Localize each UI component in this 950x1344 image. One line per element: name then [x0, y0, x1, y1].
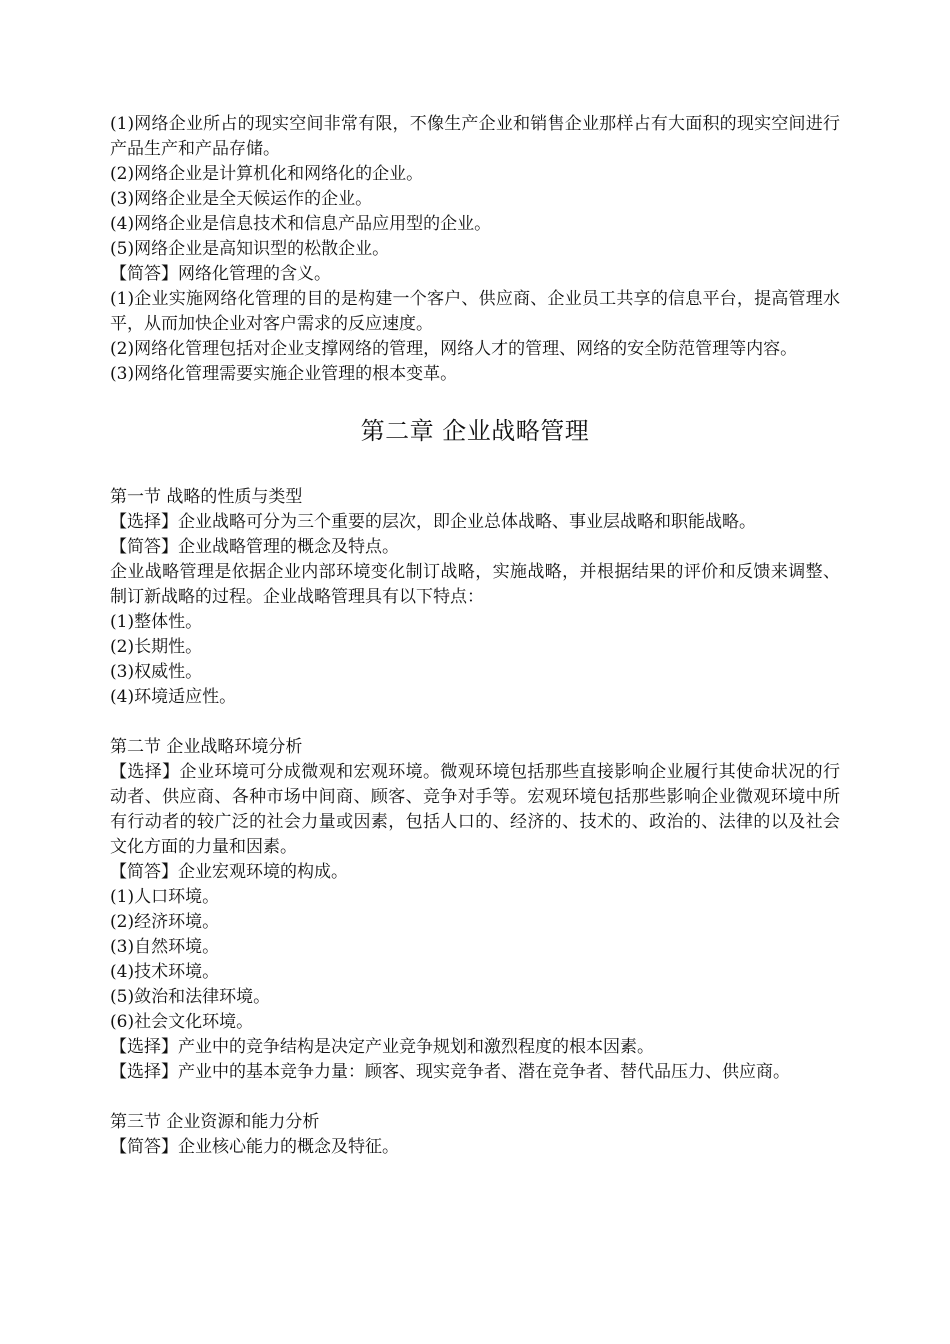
section-1-list-item: (3)权威性。: [110, 662, 203, 682]
chapter-title: 第二章 企业战略管理: [360, 417, 590, 445]
section-2-choice-2: 【选择】产业中的竞争结构是决定产业竞争规划和激烈程度的根本因素。: [110, 1037, 654, 1057]
answer-item-2: (2)网络化管理包括对企业支撑网络的管理，网络人才的管理、网络的安全防范管理等内容。: [110, 339, 798, 359]
section-1-list-item: (1)整体性。: [110, 612, 203, 632]
section-2-list-item: (1)人口环境。: [110, 887, 220, 907]
answer-item-1: (1)企业实施网络化管理的目的是构建一个客户、供应商、企业员工共享的信息平台，提高管理水平，从而加快企业对客户需求的反应速度。: [110, 289, 840, 334]
short-answer-question: 【简答】网络化管理的含义。: [110, 264, 331, 284]
section-1-description: 企业战略管理是依据企业内部环境变化制订战略，实施战略，并根据结果的评价和反馈来调整、制订新战略的过程。企业战略管理具有以下特点：: [110, 562, 840, 607]
section-2-list-item: (2)经济环境。: [110, 912, 220, 932]
section-2-list-item: (4)技术环境。: [110, 962, 220, 982]
section-2-choice-3: 【选择】产业中的基本竞争力量：顾客、现实竞争者、潜在竞争者、替代品压力、供应商。: [110, 1062, 790, 1082]
section-2-list-item: (6)社会文化环境。: [110, 1012, 254, 1032]
intro-item-2: (2)网络企业是计算机化和网络化的企业。: [110, 164, 424, 184]
section-1-list-item: (4)环境适应性。: [110, 687, 237, 707]
intro-item-5: (5)网络企业是高知识型的松散企业。: [110, 239, 390, 259]
section-2-heading: 第二节 企业战略环境分析: [110, 737, 303, 757]
section-2-short-answer: 【简答】企业宏观环境的构成。: [110, 862, 348, 882]
section-1-choice: 【选择】企业战略可分为三个重要的层次，即企业总体战略、事业层战略和职能战略。: [110, 512, 756, 532]
section-3-heading: 第三节 企业资源和能力分析: [110, 1112, 320, 1132]
section-spacer: [110, 1085, 840, 1110]
section-1-heading: 第一节 战略的性质与类型: [110, 487, 303, 507]
section-1-short-answer: 【简答】企业战略管理的概念及特点。: [110, 537, 399, 557]
section-3-short-answer: 【简答】企业核心能力的概念及特征。: [110, 1137, 399, 1157]
section-2-choice-1: 【选择】企业环境可分成微观和宏观环境。微观环境包括那些直接影响企业履行其使命状况的行动者、供应商、各种市场中间商、顾客、竞争对手等。宏观环境包括那些影响企业微观环境中所有行动者的较广泛的社会力量或因素，包括人口的、经济的、技术的、政治的、法律的以及社会文化方面的力量和因素。: [110, 762, 840, 857]
answer-item-3: (3)网络化管理需要实施企业管理的根本变革。: [110, 364, 458, 384]
section-1-list-item: (2)长期性。: [110, 637, 203, 657]
section-2-list-item: (3)自然环境。: [110, 937, 220, 957]
intro-item-1: (1)网络企业所占的现实空间非常有限，不像生产企业和销售企业那样占有大面积的现实空间进行产品生产和产品存储。: [110, 114, 840, 159]
document-page: [110, 112, 840, 1160]
intro-item-3: (3)网络企业是全天候运作的企业。: [110, 189, 373, 209]
intro-item-4: (4)网络企业是信息技术和信息产品应用型的企业。: [110, 214, 492, 234]
section-2-list-item: (5)敛治和法律环境。: [110, 987, 271, 1007]
section-spacer: [110, 710, 840, 735]
